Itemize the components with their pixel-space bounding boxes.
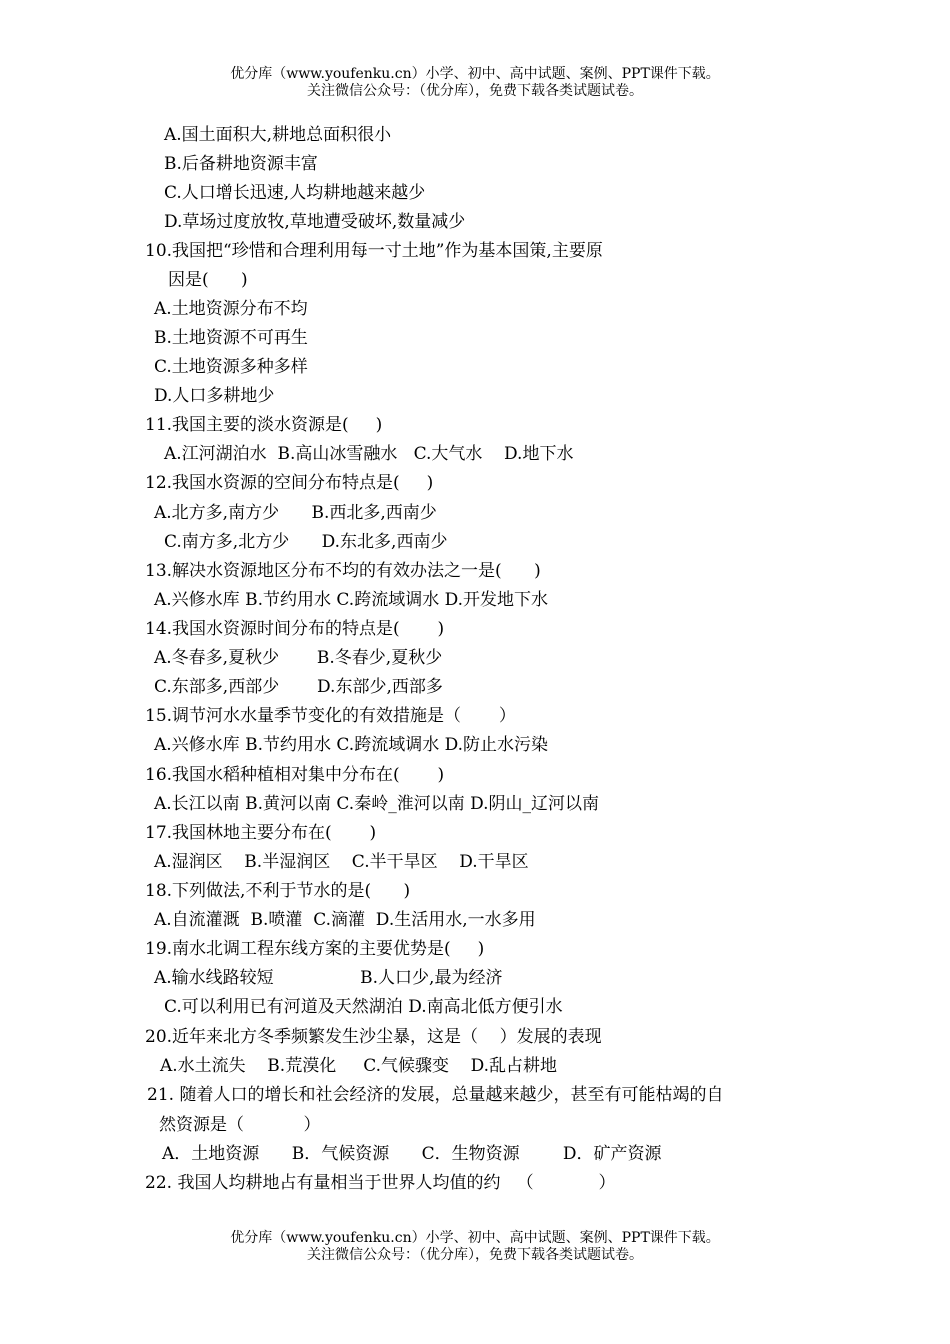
- footer-line-1: 优分库（www.youfenku.cn）小学、初中、高中试题、案例、PPT课件下载。: [230, 1230, 720, 1246]
- question-19: 19.南水北调工程东线方案的主要优势是( ): [145, 939, 485, 959]
- footer-line-2: 关注微信公众号：（优分库），免费下载各类试题试卷。: [307, 1247, 643, 1263]
- options-21: A．土地资源 B．气候资源 C．生物资源 D．矿产资源: [162, 1144, 662, 1164]
- page-footer: [0, 1230, 950, 1264]
- options-12-ab: A.北方多,南方少 B.西北多,西南少: [154, 503, 437, 523]
- question-18: 18.下列做法,不利于节水的是( ): [145, 881, 411, 901]
- option-10d: D.人口多耕地少: [154, 386, 275, 406]
- options-17: A.湿润区 B.半湿润区 C.半干旱区 D.干旱区: [154, 852, 529, 872]
- question-17: 17.我国林地主要分布在( ): [145, 823, 377, 843]
- question-10-cont: 因是( ): [168, 270, 248, 290]
- option-10b: B.土地资源不可再生: [154, 328, 308, 348]
- options-19-ab: A.输水线路较短 B.人口少,最为经济: [154, 968, 503, 988]
- question-21-cont: 然资源是（ ）: [159, 1115, 321, 1135]
- options-14-cd: C.东部多,西部少 D.东部少,西部多: [154, 677, 443, 697]
- question-20: 20.近年来北方冬季频繁发生沙尘暴，这是（ ）发展的表现: [145, 1027, 602, 1047]
- options-18: A.自流灌溉 B.喷灌 C.滴灌 D.生活用水,一水多用: [154, 910, 536, 930]
- question-13: 13.解决水资源地区分布不均的有效办法之一是( ): [145, 561, 541, 581]
- option-9d: D.草场过度放牧,草地遭受破坏,数量减少: [164, 212, 466, 232]
- question-22: 22. 我国人均耕地占有量相当于世界人均值的约 （ ）: [145, 1173, 616, 1193]
- question-15: 15.调节河水水量季节变化的有效措施是（ ）: [145, 706, 516, 726]
- option-9a: A.国土面积大,耕地总面积很小: [164, 125, 392, 145]
- question-21: 21. 随着人口的增长和社会经济的发展，总量越来越少，甚至有可能枯竭的自: [147, 1085, 724, 1105]
- options-12-cd: C.南方多,北方少 D.东北多,西南少: [164, 532, 448, 552]
- question-10: 10.我国把“珍惜和合理利用每一寸土地”作为基本国策,主要原: [145, 241, 603, 261]
- options-15: A.兴修水库 B.节约用水 C.跨流域调水 D.防止水污染: [154, 735, 549, 755]
- options-20: A.水土流失 B.荒漠化 C.气候骤变 D.乱占耕地: [160, 1056, 558, 1076]
- options-14-ab: A.冬春多,夏秋少 B.冬春少,夏秋少: [154, 648, 443, 668]
- question-12: 12.我国水资源的空间分布特点是( ): [145, 473, 434, 493]
- option-10c: C.土地资源多种多样: [154, 357, 308, 377]
- option-9c: C.人口增长迅速,人均耕地越来越少: [164, 183, 426, 203]
- option-10a: A.土地资源分布不均: [154, 299, 308, 319]
- question-16: 16.我国水稻种植相对集中分布在( ): [145, 765, 445, 785]
- options-11: A.江河湖泊水 B.高山冰雪融水 C.大气水 D.地下水: [164, 444, 574, 464]
- header-line-1: 优分库（www.youfenku.cn）小学、初中、高中试题、案例、PPT课件下载。: [230, 66, 720, 82]
- question-14: 14.我国水资源时间分布的特点是( ): [145, 619, 445, 639]
- options-19-cd: C.可以利用已有河道及天然湖泊 D.南高北低方便引水: [164, 997, 563, 1017]
- options-16: A.长江以南 B.黄河以南 C.秦岭_淮河以南 D.阴山_辽河以南: [154, 794, 600, 814]
- header-line-2: 关注微信公众号：（优分库），免费下载各类试题试卷。: [307, 83, 643, 99]
- options-13: A.兴修水库 B.节约用水 C.跨流域调水 D.开发地下水: [154, 590, 549, 610]
- question-11: 11.我国主要的淡水资源是( ): [145, 415, 383, 435]
- option-9b: B.后备耕地资源丰富: [164, 154, 318, 174]
- page-header: [0, 66, 950, 100]
